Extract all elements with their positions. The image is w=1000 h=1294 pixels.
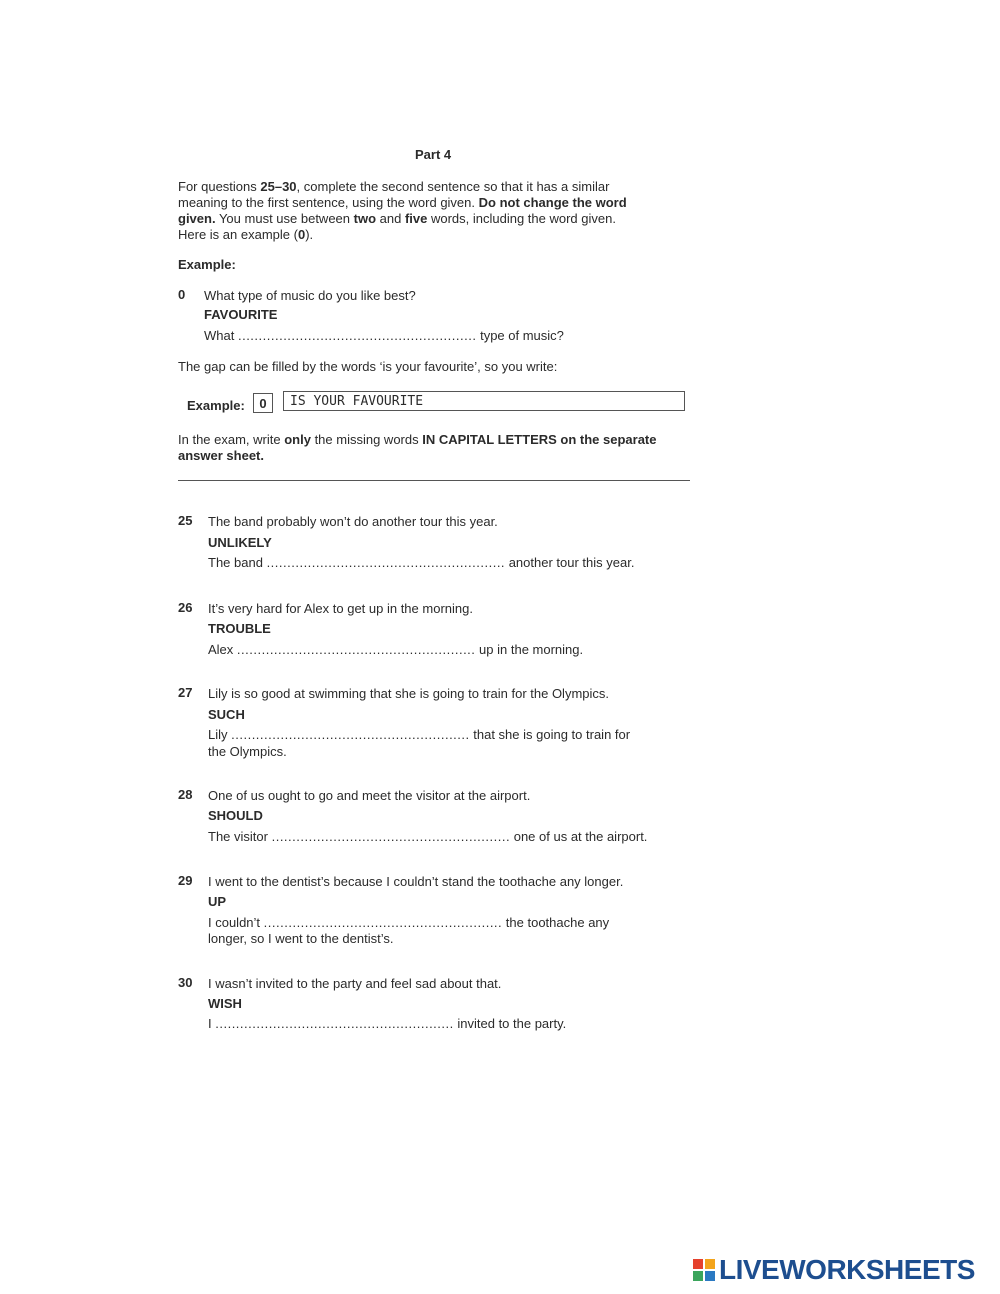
question-transformation: [208, 1015, 566, 1032]
instructions-text: and: [376, 211, 405, 226]
question-range: 25–30: [260, 179, 297, 194]
question-end-text: the toothache any: [505, 915, 610, 930]
question-start-text: I: [208, 1016, 212, 1031]
question-transformation: [208, 641, 583, 658]
instructions-text: , complete the second sentence so that it has a similar: [296, 179, 610, 194]
example-sentence: What type of music do you like best?: [204, 288, 416, 303]
instructions-emphasis: 0: [297, 227, 306, 242]
logo-square: [705, 1271, 715, 1281]
question-transformation: [208, 726, 630, 743]
logo-square: [693, 1259, 703, 1269]
exam-note-emphasis: only: [284, 432, 311, 447]
example-keyword: FAVOURITE: [204, 307, 278, 322]
question-sentence: It’s very hard for Alex to get up in the morning.: [208, 601, 473, 616]
exam-note-text: In the exam, write: [178, 432, 285, 447]
question-number: 28: [178, 787, 193, 802]
question-end-text-continued: longer, so I went to the dentist’s.: [208, 931, 394, 946]
question-keyword: TROUBLE: [208, 621, 271, 636]
question-sentence: The band probably won’t do another tour this year.: [208, 514, 498, 529]
question-transformation: [208, 914, 609, 931]
liveworksheets-logo: [693, 1252, 975, 1288]
example-transformation: [204, 327, 564, 344]
question-end-text: another tour this year.: [508, 555, 635, 570]
question-sentence: One of us ought to go and meet the visitor at the airport.: [208, 788, 531, 803]
question-start-text: I couldn’t: [208, 915, 261, 930]
question-number: 26: [178, 600, 193, 615]
answer-gap-29[interactable]: ..........................................................: [263, 915, 503, 930]
answer-gap-27[interactable]: ..........................................................: [231, 727, 470, 742]
instructions-line-3: [178, 210, 616, 227]
instructions-text: ).: [305, 227, 314, 242]
instructions-text: meaning to the first sentence, using the word given.: [178, 195, 479, 210]
instructions-emphasis: given.: [178, 211, 216, 226]
question-number: 29: [178, 873, 193, 888]
logo-square: [705, 1259, 715, 1269]
question-end-text-continued: the Olympics.: [208, 744, 287, 759]
example-start-text: What: [204, 328, 235, 343]
question-keyword: SUCH: [208, 707, 245, 722]
example-number: 0: [178, 287, 186, 302]
question-end-text: that she is going to train for: [473, 727, 631, 742]
divider: [178, 480, 690, 481]
question-end-text: invited to the party.: [457, 1016, 567, 1031]
page-title: Part 4: [415, 147, 452, 162]
answer-gap-28[interactable]: ..........................................................: [271, 829, 511, 844]
question-sentence: Lily is so good at swimming that she is going to train for the Olympics.: [208, 686, 610, 701]
instructions-emphasis: two: [353, 211, 377, 226]
instructions-text: You must use between: [215, 211, 354, 226]
logo-square: [693, 1271, 703, 1281]
question-start-text: The band: [208, 555, 263, 570]
question-keyword: WISH: [208, 996, 242, 1011]
instructions-line-1: [178, 178, 609, 195]
exam-note-text: the missing words: [310, 432, 423, 447]
question-number: 25: [178, 513, 193, 528]
question-transformation: [208, 554, 634, 571]
instructions-text: For questions: [178, 179, 261, 194]
example-box-number: 0: [253, 393, 273, 413]
question-end-text: one of us at the airport.: [513, 829, 648, 844]
question-transformation: [208, 828, 647, 845]
example-end-text: type of music?: [480, 328, 564, 343]
instructions-line-2: [178, 194, 627, 211]
example-box-answer: IS YOUR FAVOURITE: [283, 391, 685, 411]
question-start-text: Lily: [208, 727, 228, 742]
question-number: 27: [178, 685, 193, 700]
question-keyword: SHOULD: [208, 808, 263, 823]
question-number: 30: [178, 975, 193, 990]
answer-gap-30[interactable]: ..........................................................: [215, 1016, 454, 1031]
instructions-text: words, including the word given.: [427, 211, 616, 226]
logo-mark-icon: [693, 1259, 715, 1281]
gap-note: The gap can be filled by the words ‘is your favourite’, so you write:: [178, 359, 558, 374]
question-keyword: UP: [208, 894, 227, 909]
example-box-label: Example:: [187, 398, 245, 413]
instructions-emphasis: five: [404, 211, 428, 226]
exam-note-emphasis: IN CAPITAL LETTERS on the separate: [422, 432, 657, 447]
question-sentence: I wasn’t invited to the party and feel sad about that.: [208, 976, 502, 991]
logo-text: LIVEWORKSHEETS: [719, 1254, 975, 1285]
answer-gap-26[interactable]: ..........................................................: [236, 642, 476, 657]
exam-note-line-1: [178, 431, 657, 448]
exam-note-line-2: answer sheet.: [178, 448, 264, 463]
question-keyword: UNLIKELY: [208, 535, 272, 550]
question-start-text: Alex: [208, 642, 234, 657]
question-end-text: up in the morning.: [479, 642, 584, 657]
question-start-text: The visitor: [208, 829, 268, 844]
answer-gap-25[interactable]: ..........................................................: [266, 555, 506, 570]
example-heading: Example:: [178, 257, 236, 272]
instructions-emphasis: Do not change the word: [478, 195, 627, 210]
example-gap: ..........................................................: [237, 328, 477, 343]
question-sentence: I went to the dentist’s because I couldn’t stand the toothache any longer.: [208, 874, 624, 889]
instructions-text: Here is an example (: [178, 227, 298, 242]
instructions-line-4: [178, 226, 313, 243]
